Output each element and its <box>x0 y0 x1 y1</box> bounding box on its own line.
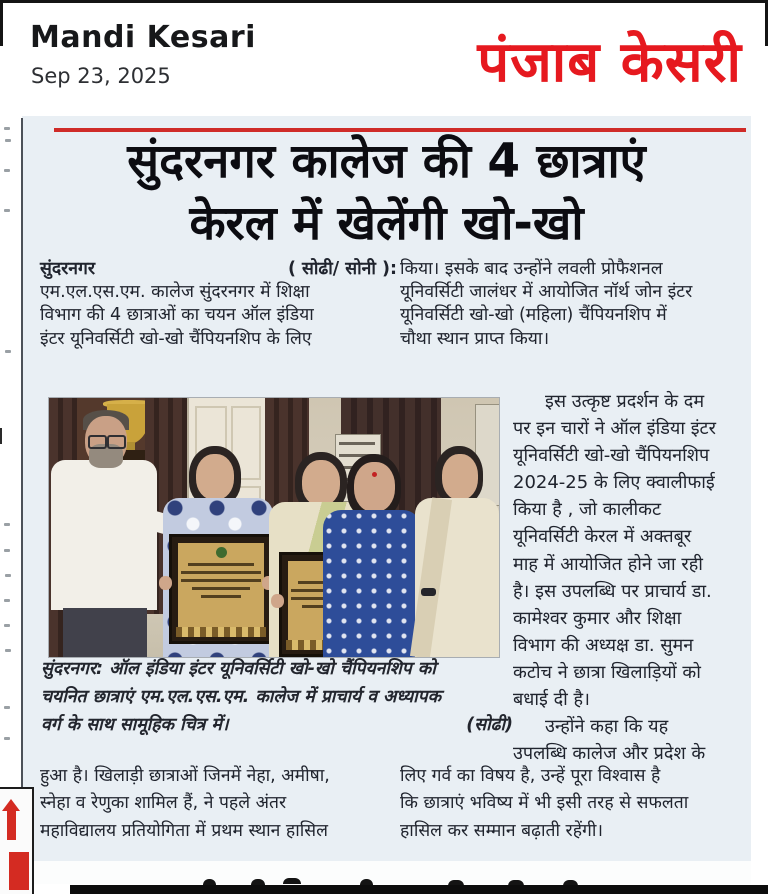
article-line: कामेश्वर कुमार और शिक्षा <box>513 607 682 629</box>
margin-mark <box>4 599 10 602</box>
red-up-arrow-stem <box>7 810 16 840</box>
article-line: कटोच ने छात्रा खिलाड़ियों को <box>513 661 701 683</box>
person-hod-saree <box>323 510 421 657</box>
glasses-icon <box>88 435 107 449</box>
red-block <box>9 852 29 890</box>
person-student2-hand <box>271 594 284 608</box>
margin-mark <box>5 649 11 652</box>
margin-mark <box>4 549 10 552</box>
plaque-text-line <box>181 579 261 582</box>
person-principal-trousers <box>63 608 147 657</box>
article-line: है। इस उपलब्धि पर प्राचार्य डा. <box>513 580 712 602</box>
article-line: बधाई दी है। <box>513 689 590 711</box>
photo-caption <box>41 655 513 739</box>
lead-line <box>40 258 397 281</box>
margin-mark <box>4 706 10 709</box>
frame-border-left <box>0 0 3 46</box>
byline: ( सोढी/ सोनी ): <box>287 259 397 279</box>
article-line: इस उत्कृष्ट प्रदर्शन के दम <box>545 391 705 412</box>
award-plaque-1 <box>169 534 273 644</box>
margin-mark <box>4 523 10 526</box>
article-line: हुआ है। खिलाड़ी छात्राओं जिनमें नेहा, अमीषा, <box>40 766 330 786</box>
article-line: यूनिवर्सिटी खो-खो (महिला) चैंपियनशिप में <box>400 305 667 326</box>
person-student1-head <box>196 454 234 500</box>
headline-line-2: केरल में खेलेंगी खो-खो <box>189 196 584 251</box>
column-left-top <box>40 258 397 351</box>
frame-border-top <box>0 0 768 3</box>
wall-chart-row <box>339 442 375 445</box>
publication-date: Sep 23, 2025 <box>31 64 171 88</box>
margin-mark <box>5 574 11 577</box>
person-hod-head <box>354 462 395 512</box>
margin-mark <box>4 169 10 172</box>
caption-line: चयनित छात्राएं एम.एल.एस.एम. कालेज में प्राचार्य व अध्यापक <box>41 687 442 707</box>
plaque-bottom-strip <box>176 627 266 637</box>
frame-border-left-fragment <box>0 428 2 444</box>
article-line: उन्होंने कहा कि यह <box>545 716 669 738</box>
person-principal-shirt <box>51 460 157 610</box>
caption-text: वर्ग के साथ सामूहिक चित्र में। <box>41 715 229 735</box>
caption-line <box>41 711 513 739</box>
glasses-icon <box>107 435 126 449</box>
punjab-kesari-logo: पंजाब केसरी <box>477 30 742 95</box>
column-left-bottom <box>40 763 397 845</box>
publication-name: Mandi Kesari <box>30 20 256 55</box>
article-line: उपलब्धि कालेज और प्रदेश के <box>513 743 706 765</box>
article-line: 2024-25 के लिए क्वालीफाई <box>513 472 715 494</box>
article-line: किया। इसके बाद उन्होंने लवली प्रोफैशनल <box>400 259 663 279</box>
margin-mark <box>4 624 10 627</box>
newspaper-clipping <box>22 116 751 884</box>
article-line: विभाग की 4 छात्राओं का चयन ऑल इंडिया <box>40 305 314 326</box>
article-line: यूनिवर्सिटी केरल में अक्तबूर <box>513 526 692 548</box>
plaque-text-line <box>201 595 241 598</box>
article-line: हासिल कर सम्मान बढ़ाती रहेंगी। <box>400 820 604 841</box>
article-line: महाविद्यालय प्रतियोगिता में प्रथम स्थान हासिल <box>40 820 328 841</box>
news-photo <box>48 397 500 658</box>
article-line: लिए गर्व का विषय है, उन्हें पूरा विश्वास है <box>400 766 661 786</box>
article-line: यूनिवर्सिटी जालंधर में आयोजित नॉर्थ जोन इंटर <box>400 282 693 303</box>
caption-line: सुंदरनगर: ऑल इंडिया इंटर यूनिवर्सिटी खो-खो चैंपियनशिप को <box>41 659 436 679</box>
margin-mark <box>4 737 10 740</box>
caption-credit: (सोढी) <box>466 715 513 735</box>
wristwatch-icon <box>421 588 436 596</box>
plaque-text-line <box>188 563 254 566</box>
article-line: इंटर यूनिवर्सिटी खो-खो चैंपियनशिप के लिए <box>40 328 312 349</box>
article-line: माह में आयोजित होने जा रही <box>513 553 703 575</box>
article-line: चौथा स्थान प्राप्त किया। <box>400 328 550 349</box>
headline-line-1: सुंदरनगर कालेज की 4 छात्राएं <box>127 134 646 189</box>
dateline: सुंदरनगर <box>40 259 96 279</box>
article-line: एम.एल.एस.एम. कालेज सुंदरनगर में शिक्षा <box>40 282 310 303</box>
article-line: स्नेहा व रेणुका शामिल हैं, ने पहले अंतर <box>40 793 287 814</box>
plaque-text-line <box>181 571 261 574</box>
margin-mark <box>5 350 11 353</box>
column-right-bottom <box>400 763 752 845</box>
column-right-top <box>400 258 750 351</box>
clipping-left-edge-line <box>21 118 23 788</box>
article-line: किया है , जो कालीकट <box>513 499 662 521</box>
article-line: पर इन चारों ने ऑल इंडिया इंटर <box>513 418 716 440</box>
margin-mark <box>4 209 10 212</box>
margin-mark <box>4 127 10 130</box>
person-right-head <box>442 454 478 500</box>
article-line: विभाग की अध्यक्ष डा. सुमन <box>513 634 694 656</box>
column-right-middle <box>513 388 751 767</box>
bottom-white-strip <box>22 861 751 884</box>
plaque-text-line <box>192 587 250 590</box>
bindi <box>372 472 377 477</box>
margin-mark <box>5 139 11 142</box>
person-student1-hand <box>159 576 172 590</box>
adjacent-column-graphic <box>0 787 34 894</box>
person-student2-head <box>302 460 340 506</box>
article-line: यूनिवर्सिटी खो-खो चैंपियनशिप <box>513 445 710 467</box>
bottom-black-bar <box>70 885 768 894</box>
cutoff-text-fragment <box>283 878 301 884</box>
award-emblem <box>216 547 227 558</box>
article-line: कि छात्राएं भविष्य में भी इसी तरह से सफलता <box>400 793 689 814</box>
